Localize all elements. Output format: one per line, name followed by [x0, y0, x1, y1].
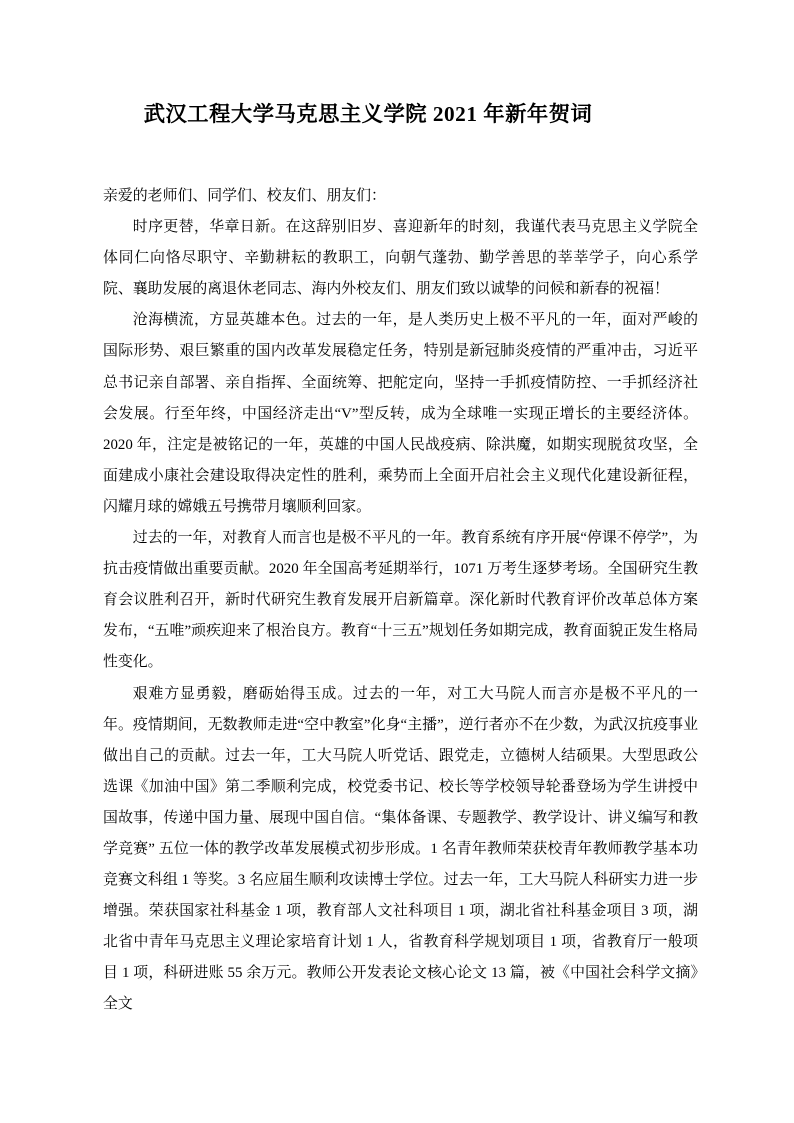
- paragraph-national-review: 沧海横流，方显英雄本色。过去的一年，是人类历史上极不平凡的一年，面对严峻的国际形势、艰巨繁重的国内改革发展稳定任务，特别是新冠肺炎疫情的严重冲击，习近平总书记亲自部署、亲自指挥、全面统筹、把舵定向，坚持一手抓疫情防控、一手抓经济社会发展。行至年终，中国经济走出“V”型反转，成为全球唯一实现正增长的主要经济体。2020 年，注定是被铭记的一年，英雄的中国人民战疫病、除洪魔，如期实现脱贫攻坚，全面建成小康社会建设取得决定性的胜利，乘势而上全面开启社会主义现代化建设新征程，闪耀月球的嫦娥五号携带月壤顺利回家。: [103, 312, 698, 515]
- document-title: 武汉工程大学马克思主义学院 2021 年新年贺词: [143, 102, 593, 126]
- paragraph-opening-greeting: 时序更替，华章日新。在这辞别旧岁、喜迎新年的时刻，我谨代表马克思主义学院全体同仁向恪尽职守、辛勤耕耘的教职工，向朝气蓬勃、勤学善思的莘莘学子，向心系学院、襄助发展的离退休老同志、海内外校友们、朋友们致以诚挚的问候和新春的祝福！: [103, 219, 698, 298]
- salutation-line: 亲爱的老师们、同学们、校友们、朋友们：: [103, 188, 386, 204]
- paragraph-school-achievements: 艰难方显勇毅，磨砺始得玉成。过去的一年，对工大马院人而言亦是极不平凡的一年。疫情期间，无数教师走进“空中教室”化身“主播”，逆行者亦不在少数，为武汉抗疫事业做出自己的贡献。过去一年，工大马院人听党话、跟党走，立德树人结硕果。大型思政公选课《加油中国》第二季顺利完成，校党委书记、校长等学校领导轮番登场为学生讲授中国故事，传递中国力量、展现中国自信。“集体备课、专题教学、教学设计、讲义编写和教学竞赛” 五位一体的教学改革发展模式初步形成。1 名青年教师荣获校青年教师教学基本功竞赛文科组 1 等奖。3 名应届生顺利攻读博士学位。过去一年，工大马院人科研实力进一步增强。荣获国家社科基金 1 项，教育部人文社科项目 1 项，湖北省社科基金项目 3 项，湖北省中青年马克思主义理论家培育计划 1 人，省教育科学规划项目 1 项，省教育厅一般项目 1 项，科研进账 55 余万元。教师公开发表论文核心论文 13 篇，被《中国社会科学文摘》全文: [103, 685, 698, 1013]
- paragraph-education-review: 过去的一年，对教育人而言也是极不平凡的一年。教育系统有序开展“停课不停学”，为抗击疫情做出重要贡献。2020 年全国高考延期举行，1071 万考生逐梦考场。全国研究生教育会议胜利召开，新时代研究生教育发展开启新篇章。深化新时代教育评价改革总体方案发布，“五唯”顽疾迎来了根治良方。教育“十三五”规划任务如期完成，教育面貌正发生格局性变化。: [103, 530, 698, 671]
- document-body: [103, 181, 698, 1021]
